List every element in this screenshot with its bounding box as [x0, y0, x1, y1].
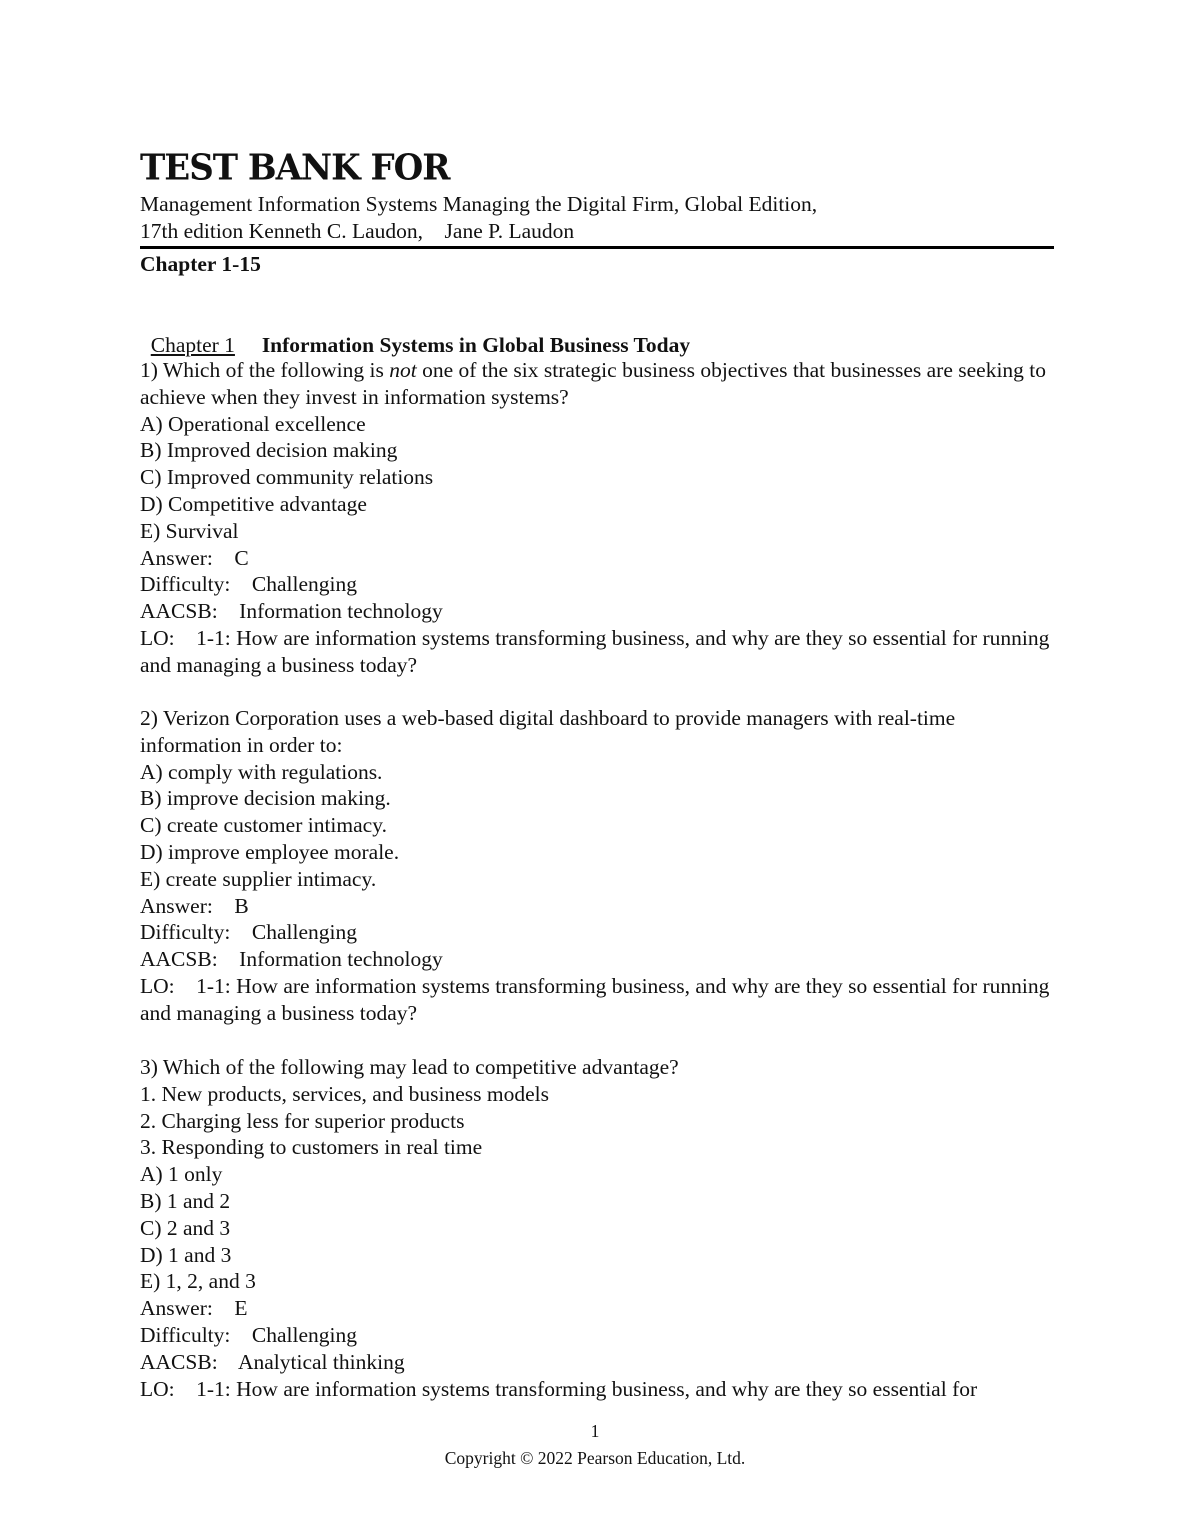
chapter-label: Chapter 1: [150, 333, 235, 357]
question-text-part: 2) Verizon Corporation uses a web-based digital dashboard to provide managers with real-time information in order to:: [140, 706, 956, 757]
answer-option: D) improve employee morale.: [140, 839, 400, 864]
chapter-heading: [140, 305, 690, 359]
chapter-title: Information Systems in Global Business Today: [261, 333, 691, 357]
book-title-line-2: 17th edition Kenneth C. Laudon, Jane P. Laudon: [140, 219, 575, 243]
page-number: 1: [590, 1421, 600, 1441]
answer-option: C) Improved community relations: [140, 465, 434, 490]
difficulty: Difficulty: Challenging: [140, 920, 357, 945]
question-text: [140, 1054, 1060, 1081]
learning-objective: LO: 1-1: How are information systems transforming business, and why are they so essential for: [140, 1376, 978, 1401]
learning-objective: LO: 1-1: How are information systems transforming business, and why are they so essential for running and managing a business today?: [140, 973, 1055, 1025]
document-title: TEST BANK FOR: [140, 147, 450, 189]
aacsb: AACSB: Analytical thinking: [140, 1349, 405, 1374]
answer: Answer: C: [140, 545, 249, 570]
learning-objective: LO: 1-1: How are information systems transforming business, and why are they so essential for running and managing a business today?: [140, 625, 1055, 677]
book-title-line-1: Management Information Systems Managing the Digital Firm, Global Edition,: [140, 192, 818, 216]
aacsb: AACSB: Information technology: [140, 947, 443, 972]
aacsb: AACSB: Information technology: [140, 599, 443, 624]
chapter-range: Chapter 1-15: [140, 252, 261, 276]
answer-option: 3. Responding to customers in real time: [140, 1135, 483, 1160]
question-block: [140, 357, 1060, 679]
answer-option: B) 1 and 2: [140, 1188, 231, 1213]
difficulty: Difficulty: Challenging: [140, 572, 357, 597]
question-block: [140, 705, 1060, 1027]
question-emphasis: not: [389, 358, 417, 382]
difficulty: Difficulty: Challenging: [140, 1322, 357, 1347]
answer-option: C) create customer intimacy.: [140, 813, 387, 838]
question-text: [140, 705, 1060, 759]
question-block: [140, 1054, 1060, 1402]
header-divider: [140, 246, 1054, 249]
answer-option: A) Operational excellence: [140, 411, 366, 436]
question-text-part: one of the six strategic business objectives that businesses are seeking to achieve when they invest in information systems?: [140, 358, 1047, 409]
answer-option: A) 1 only: [140, 1162, 223, 1187]
answer-option: A) comply with regulations.: [140, 759, 383, 784]
question-text: [140, 357, 1060, 411]
copyright: Copyright © 2022 Pearson Education, Ltd.: [444, 1448, 746, 1468]
question-text-part: 1) Which of the following is: [140, 358, 390, 382]
answer-option: E) create supplier intimacy.: [140, 866, 377, 891]
answer-option: E) 1, 2, and 3: [140, 1269, 256, 1294]
answer-option: D) 1 and 3: [140, 1242, 232, 1267]
answer: Answer: B: [140, 893, 249, 918]
answer-option: B) improve decision making.: [140, 786, 391, 811]
answer-option: E) Survival: [140, 518, 239, 543]
answer-option: 1. New products, services, and business models: [140, 1081, 550, 1106]
answer-option: C) 2 and 3: [140, 1215, 231, 1240]
question-text-part: 3) Which of the following may lead to competitive advantage?: [140, 1055, 679, 1079]
answer: Answer: E: [140, 1296, 248, 1321]
answer-option: 2. Charging less for superior products: [140, 1108, 465, 1133]
answer-option: D) Competitive advantage: [140, 491, 367, 516]
answer-option: B) Improved decision making: [140, 438, 398, 463]
